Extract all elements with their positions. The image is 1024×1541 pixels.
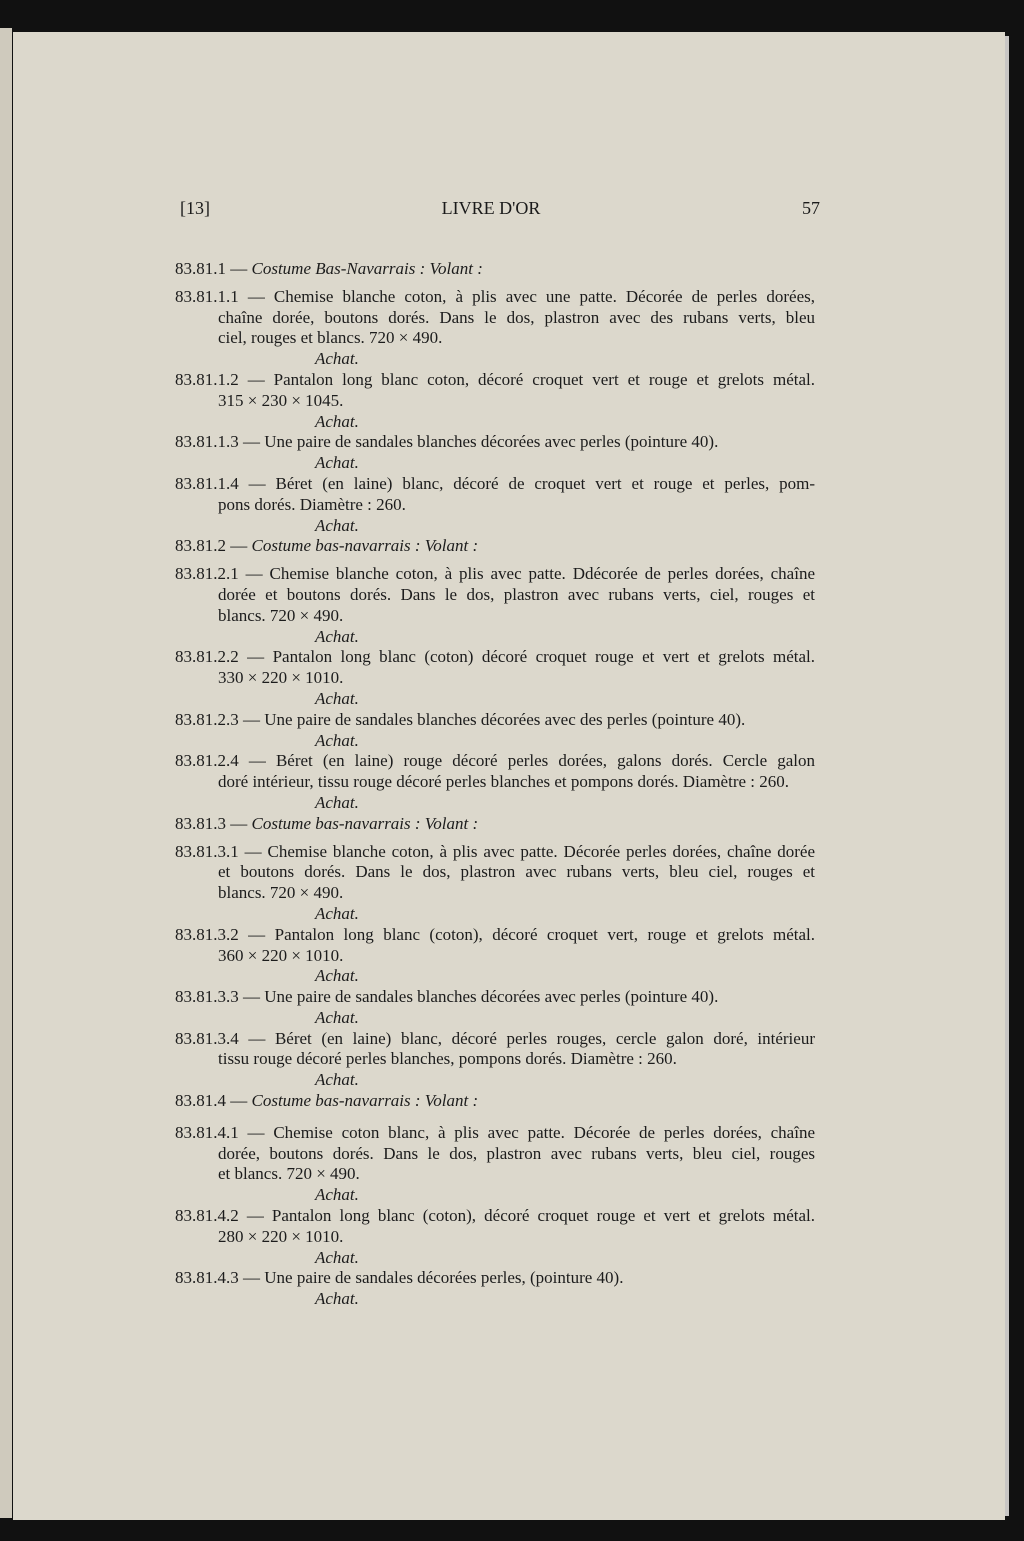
acquisition-note: Achat.	[315, 515, 359, 535]
section-id: 83.81.4 —	[175, 1091, 248, 1111]
entry-first-line: 83.81.1.4 — Béret (en laine) blanc, décoré de croquet vert et rouge et perles, pom-	[175, 473, 815, 493]
entry-line: blancs. 720 × 490.	[218, 883, 344, 903]
catalogue-entry	[175, 1206, 815, 1268]
catalogue-entry	[175, 287, 815, 370]
entry-first-line: 83.81.3.3 — Une paire de sandales blanches décorées avec perles (pointure 40).	[175, 987, 719, 1007]
entry-line: 315 × 230 × 1045.	[218, 390, 344, 410]
acquisition-note: Achat.	[315, 903, 359, 923]
acquisition-note: Achat.	[315, 966, 359, 986]
section-heading	[175, 814, 815, 835]
entry-line: 280 × 220 × 1010.	[218, 1226, 344, 1246]
catalogue-entry	[175, 564, 815, 647]
entry-line: pons dorés. Diamètre : 260.	[218, 494, 406, 514]
entry-first-line: 83.81.4.3 — Une paire de sandales décorées perles, (pointure 40).	[175, 1268, 624, 1288]
entry-first-line: 83.81.3.2 — Pantalon long blanc (coton), décoré croquet vert, rouge et grelots métal.	[175, 924, 815, 944]
section-title: Costume Bas-Navarrais : Volant :	[251, 259, 483, 278]
catalogue-entry	[175, 1029, 815, 1091]
page-edge	[1005, 36, 1009, 1516]
catalogue-entry	[175, 925, 815, 987]
catalogue-entry	[175, 751, 815, 813]
acquisition-note: Achat.	[315, 688, 359, 708]
entry-line: et blancs. 720 × 490.	[218, 1164, 360, 1184]
acquisition-note: Achat.	[315, 730, 359, 750]
entry-first-line: 83.81.2.4 — Béret (en laine) rouge décoré perles dorées, galons dorés. Cercle galon	[175, 751, 815, 771]
page-number: 57	[802, 198, 820, 218]
entry-line: blancs. 720 × 490.	[218, 605, 344, 625]
acquisition-note: Achat.	[315, 453, 359, 473]
section-title: Costume bas-navarrais : Volant :	[251, 536, 479, 556]
entry-first-line: 83.81.2.3 — Une paire de sandales blanches décorées avec des perles (pointure 40).	[175, 709, 746, 729]
catalogue-entry	[175, 370, 815, 432]
entry-line: chaîne dorée, boutons dorés. Dans le dos, plastron avec des rubans verts, bleu	[218, 307, 815, 327]
section-title: Costume bas-navarrais : Volant :	[251, 1091, 479, 1111]
entry-first-line: 83.81.1.1 — Chemise blanche coton, à plis avec une patte. Décorée de perles dorées,	[175, 286, 815, 306]
entry-line: 330 × 220 × 1010.	[218, 668, 344, 688]
catalogue-entry	[175, 1268, 815, 1310]
entry-first-line: 83.81.3.1 — Chemise blanche coton, à plis avec patte. Décorée perles dorées, chaîne dorée	[175, 841, 815, 861]
section-heading	[175, 536, 815, 557]
running-title: LIVRE D'OR	[441, 198, 541, 218]
acquisition-note: Achat.	[315, 1007, 359, 1027]
entry-line: doré intérieur, tissu rouge décoré perles blanches et pompons dorés. Diamètre : 260.	[218, 772, 790, 792]
acquisition-note: Achat.	[315, 349, 359, 369]
catalogue-entry	[175, 432, 815, 474]
facing-page-edge	[0, 28, 12, 1518]
section-id: 83.81.1 —	[175, 259, 248, 278]
acquisition-note: Achat.	[315, 626, 359, 646]
entry-first-line: 83.81.1.3 — Une paire de sandales blanches décorées avec perles (pointure 40).	[175, 432, 719, 452]
entry-line: ciel, rouges et blancs. 720 × 490.	[218, 328, 443, 348]
catalogue-entry	[175, 474, 815, 536]
acquisition-note: Achat.	[315, 411, 359, 431]
acquisition-note: Achat.	[315, 1070, 359, 1090]
section-title: Costume bas-navarrais : Volant :	[251, 813, 479, 833]
catalogue-entry	[175, 987, 815, 1029]
entry-first-line: 83.81.2.1 — Chemise blanche coton, à plis avec patte. Ddécorée de perles dorées, chaîne	[175, 564, 815, 584]
entry-line: dorée, boutons dorés. Dans le dos, plastron avec rubans verts, bleu ciel, rouges	[218, 1143, 815, 1163]
catalogue-entries	[175, 259, 815, 1310]
section-id: 83.81.2 —	[175, 536, 248, 556]
entry-first-line: 83.81.2.2 — Pantalon long blanc (coton) décoré croquet rouge et vert et grelots métal.	[175, 647, 815, 667]
catalogue-entry	[175, 647, 815, 709]
section-heading	[175, 259, 815, 280]
section-number: [13]	[180, 198, 210, 218]
section-id: 83.81.3 —	[175, 813, 248, 833]
entry-first-line: 83.81.3.4 — Béret (en laine) blanc, décoré perles rouges, cercle galon doré, intérieur	[175, 1028, 815, 1048]
entry-first-line: 83.81.4.1 — Chemise coton blanc, à plis avec patte. Décorée de perles dorées, chaîne	[175, 1122, 815, 1142]
acquisition-note: Achat.	[315, 1289, 359, 1309]
acquisition-note: Achat.	[315, 1247, 359, 1267]
entry-first-line: 83.81.1.2 — Pantalon long blanc coton, décoré croquet vert et rouge et grelots métal.	[175, 369, 815, 389]
entry-line: 360 × 220 × 1010.	[218, 945, 344, 965]
entry-line: et boutons dorés. Dans le dos, plastron avec rubans verts, bleu ciel, rouges et	[218, 862, 815, 882]
acquisition-note: Achat.	[315, 792, 359, 812]
section-heading	[175, 1091, 815, 1112]
catalogue-entry	[175, 710, 815, 752]
acquisition-note: Achat.	[315, 1185, 359, 1205]
running-header	[162, 198, 820, 220]
catalogue-entry	[175, 1123, 815, 1206]
entry-line: tissu rouge décoré perles blanches, pompons dorés. Diamètre : 260.	[218, 1049, 677, 1069]
catalogue-entry	[175, 842, 815, 925]
entry-line: dorée et boutons dorés. Dans le dos, plastron avec rubans verts, ciel, rouges et	[218, 584, 815, 604]
entry-first-line: 83.81.4.2 — Pantalon long blanc (coton), décoré croquet rouge et vert et grelots métal.	[175, 1206, 815, 1226]
